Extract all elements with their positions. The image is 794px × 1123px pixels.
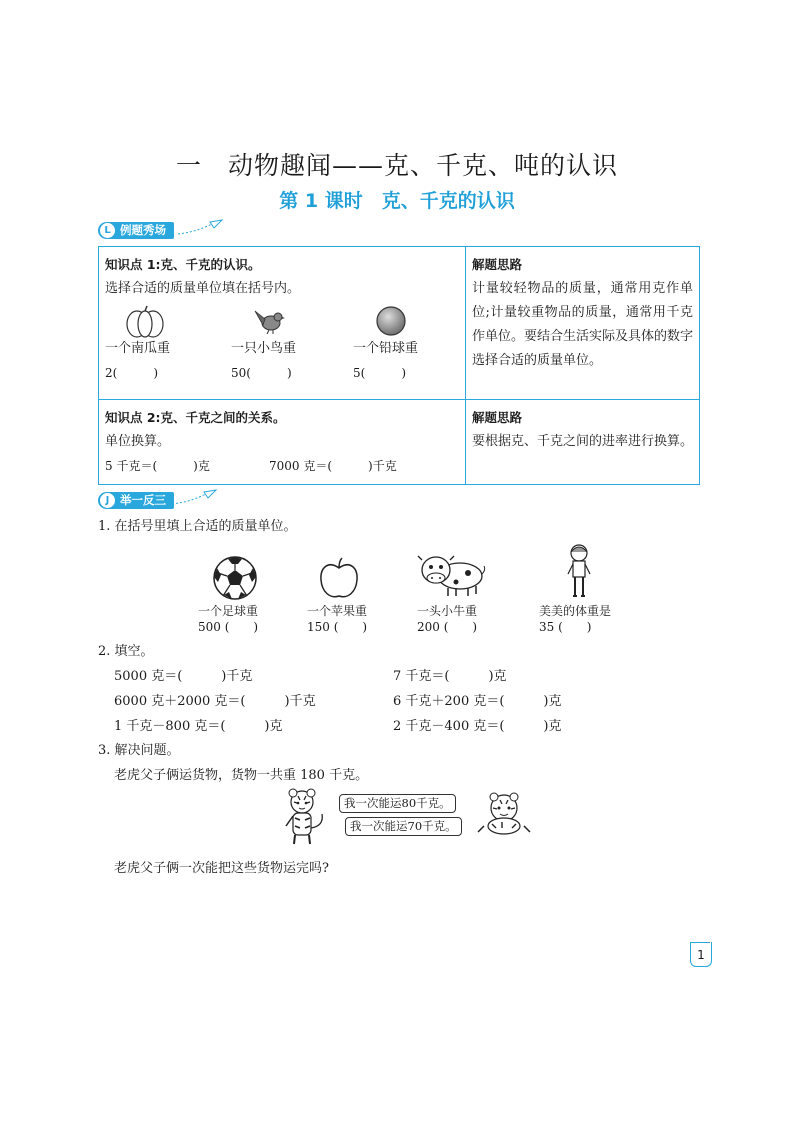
speech-bubble-son: 我一次能运70千克。 <box>345 817 462 836</box>
q2-right-3: 2 千克－400 克＝( )克 <box>393 719 562 734</box>
q1-blank-girl: 35 ( ) <box>539 620 592 634</box>
speech-bubble-father: 我一次能运80千克。 <box>339 794 456 813</box>
bird-label: 一只小鸟重 <box>231 341 297 356</box>
q1-blank-apple: 150 ( ) <box>307 620 368 634</box>
q2-prompt: 2. 填空。 <box>98 644 154 659</box>
tiger-son-icon <box>474 792 534 840</box>
q3-prompt: 3. 解决问题。 <box>98 743 180 758</box>
knowledge-point-1 <box>99 247 466 400</box>
tip1-text: 计量较轻物品的质量，通常用克作单位;计量较重物品的质量，通常用千克作单位。要结合生活实际及具体的数字选择合适的质量单位。 <box>472 281 694 368</box>
pumpkin-label: 一个南瓜重 <box>105 341 171 356</box>
knowledge-point-2 <box>99 400 466 485</box>
section-label: 举一反三 <box>120 493 166 507</box>
shot-put-label: 一个铅球重 <box>353 341 419 356</box>
kp1-heading: 知识点 1:克、千克的认识。 <box>105 257 261 272</box>
tip1-heading: 解题思路 <box>472 257 523 272</box>
pumpkin-blank: 2( ) <box>105 366 158 380</box>
q1-blank-ball: 500 ( ) <box>198 620 259 634</box>
girl-icon <box>566 542 592 604</box>
q2-left-1: 5000 克＝( )千克 <box>114 669 253 684</box>
q1-blank-calf: 200 ( ) <box>417 620 478 634</box>
q2-right-2: 6 千克＋200 克＝( )克 <box>393 694 562 709</box>
tip2-text: 要根据克、千克之间的进率进行换算。 <box>472 434 694 449</box>
q3-line1: 老虎父子俩运货物，货物一共重 180 千克。 <box>114 768 369 783</box>
paper-plane-icon <box>176 218 224 238</box>
badge-letter: J <box>100 493 115 508</box>
bird-blank: 50( ) <box>231 366 292 380</box>
section-tag-practice <box>98 492 228 510</box>
section-tag-examples <box>98 222 228 240</box>
page-title: 一 动物趣闻——克、千克、吨的认识 <box>175 151 618 180</box>
tip-1 <box>466 247 700 400</box>
q2-right-1: 7 千克＝( )克 <box>393 669 507 684</box>
q1-label-apple: 一个苹果重 <box>307 604 368 618</box>
kp1-items <box>105 301 459 391</box>
tip-2 <box>466 400 700 485</box>
q1-label-ball: 一个足球重 <box>198 604 259 618</box>
q3-question: 老虎父子俩一次能把这些货物运完吗? <box>114 861 329 876</box>
q2-left-2: 6000 克＋2000 克＝( )千克 <box>114 694 316 709</box>
section-badge <box>98 492 174 509</box>
kp2-equations <box>105 454 459 478</box>
q2-left-3: 1 千克－800 克＝( )克 <box>114 719 283 734</box>
paper-plane-icon <box>170 488 218 508</box>
page-number: 1 <box>690 942 712 967</box>
example-box <box>98 246 700 485</box>
soccer-ball-icon <box>212 555 258 605</box>
kp1-instruction: 选择合适的质量单位填在括号内。 <box>105 281 301 296</box>
calf-icon <box>416 548 486 602</box>
section-badge <box>98 222 174 239</box>
q1-label-calf: 一头小牛重 <box>417 604 478 618</box>
badge-letter: L <box>100 223 115 238</box>
kp2-eq2: 7000 克＝( )千克 <box>269 459 397 473</box>
kp2-eq1: 5 千克＝( )克 <box>105 459 210 473</box>
tip2-heading: 解题思路 <box>472 410 523 425</box>
kp2-line1: 单位换算。 <box>105 434 171 449</box>
section-label: 例题秀场 <box>120 223 166 237</box>
kp2-heading: 知识点 2:克、千克之间的关系。 <box>105 410 286 425</box>
q1-prompt: 1. 在括号里填上合适的质量单位。 <box>98 519 297 534</box>
apple-icon <box>318 556 360 604</box>
q1-label-girl: 美美的体重是 <box>539 604 612 618</box>
lesson-subtitle: 第 1 课时 克、千克的认识 <box>279 190 515 212</box>
tiger-father-icon <box>278 788 330 850</box>
shot-put-blank: 5( ) <box>353 366 406 380</box>
